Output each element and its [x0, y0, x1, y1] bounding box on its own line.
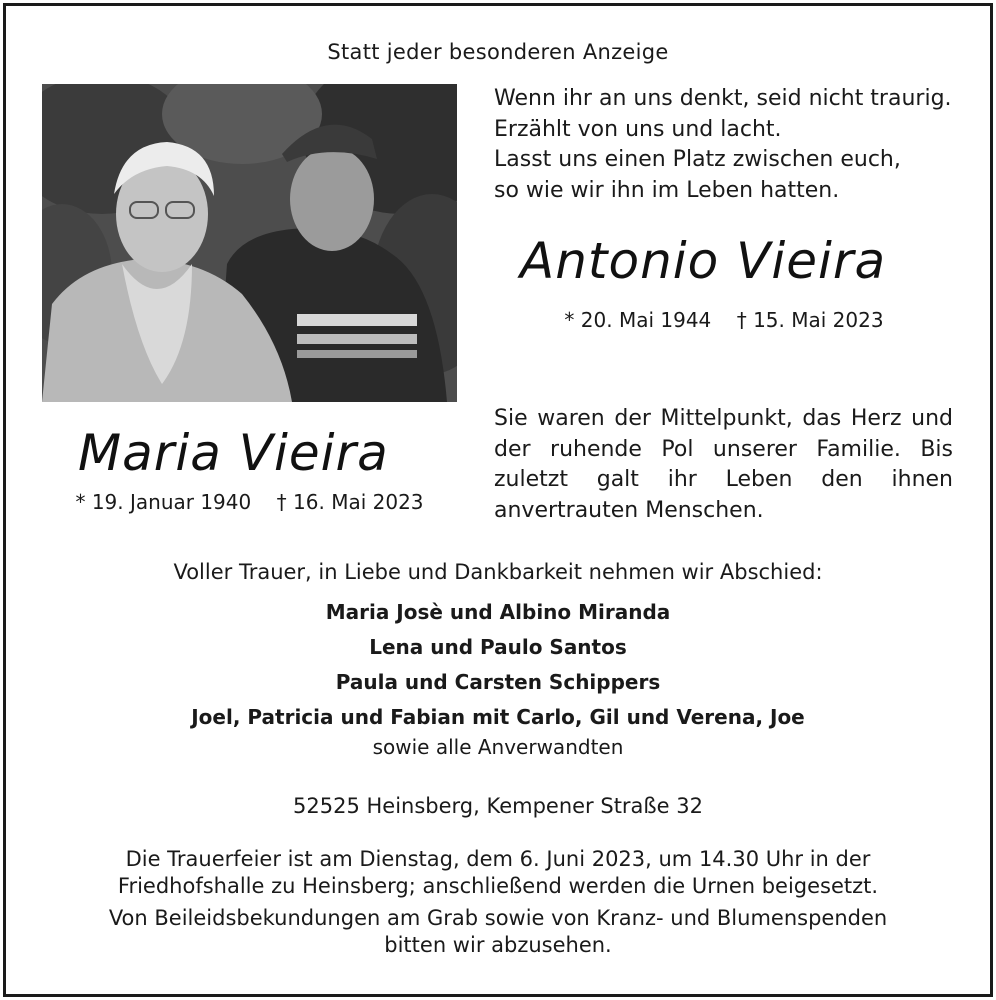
person2-death: † 16. Mai 2023	[276, 490, 424, 514]
person2-dates	[42, 490, 457, 514]
family-member: Paula und Carsten Schippers	[335, 670, 661, 694]
couple-photo	[42, 84, 457, 402]
tribute-line: der ruhende Pol unserer Familie. Bis	[494, 436, 953, 462]
poem-line: Lasst uns einen Platz zwischen euch,	[494, 147, 901, 172]
person2-name: Maria Vieira	[78, 424, 389, 482]
person2-birth: * 19. Januar 1940	[75, 490, 252, 514]
tribute-line: zuletzt galt ihr Leben den ihnen	[494, 467, 953, 492]
ceremony-notice	[0, 846, 996, 899]
person1-name: Antonio Vieira	[520, 232, 887, 290]
tribute-text	[494, 404, 953, 526]
family-member: Lena und Paulo Santos	[369, 635, 627, 659]
person1-dates	[494, 308, 954, 332]
poem-line: Wenn ihr an uns denkt, seid nicht traurig.	[494, 86, 952, 111]
condolence-line: bitten wir abzusehen.	[384, 932, 612, 957]
ceremony-line: Friedhofshalle zu Heinsberg; anschließend werden die Urnen beigesetzt.	[117, 873, 879, 898]
poem-line: so wie wir ihn im Leben hatten.	[494, 177, 840, 203]
family-member: Joel, Patricia und Fabian mit Carlo, Gil und Verena, Joe	[191, 705, 805, 729]
poem-line: Erzählt von uns und lacht.	[494, 116, 782, 142]
family-member: Maria Josè und Albino Miranda	[325, 600, 671, 624]
ceremony-line: Die Trauerfeier ist am Dienstag, dem 6. Juni 2023, um 14.30 Uhr in der	[125, 847, 871, 871]
person1-birth: * 20. Mai 1944	[564, 308, 712, 332]
condolence-line: Von Beileidsbekundungen am Grab sowie von Kranz- und Blumenspenden	[108, 906, 888, 930]
condolence-notice	[0, 905, 996, 958]
tribute-line: Sie waren der Mittelpunkt, das Herz und	[494, 406, 953, 431]
relatives-text: sowie alle Anverwandten	[372, 735, 624, 759]
header-text: Statt jeder besonderen Anzeige	[327, 40, 669, 64]
family-list	[0, 595, 996, 735]
poem	[494, 84, 964, 206]
farewell-intro: Voller Trauer, in Liebe und Dankbarkeit nehmen wir Abschied:	[173, 560, 823, 584]
photo-image	[42, 84, 457, 402]
address: 52525 Heinsberg, Kempener Straße 32	[293, 794, 703, 818]
tribute-line: anvertrauten Menschen.	[494, 497, 764, 523]
person1-death: † 15. Mai 2023	[736, 308, 884, 332]
